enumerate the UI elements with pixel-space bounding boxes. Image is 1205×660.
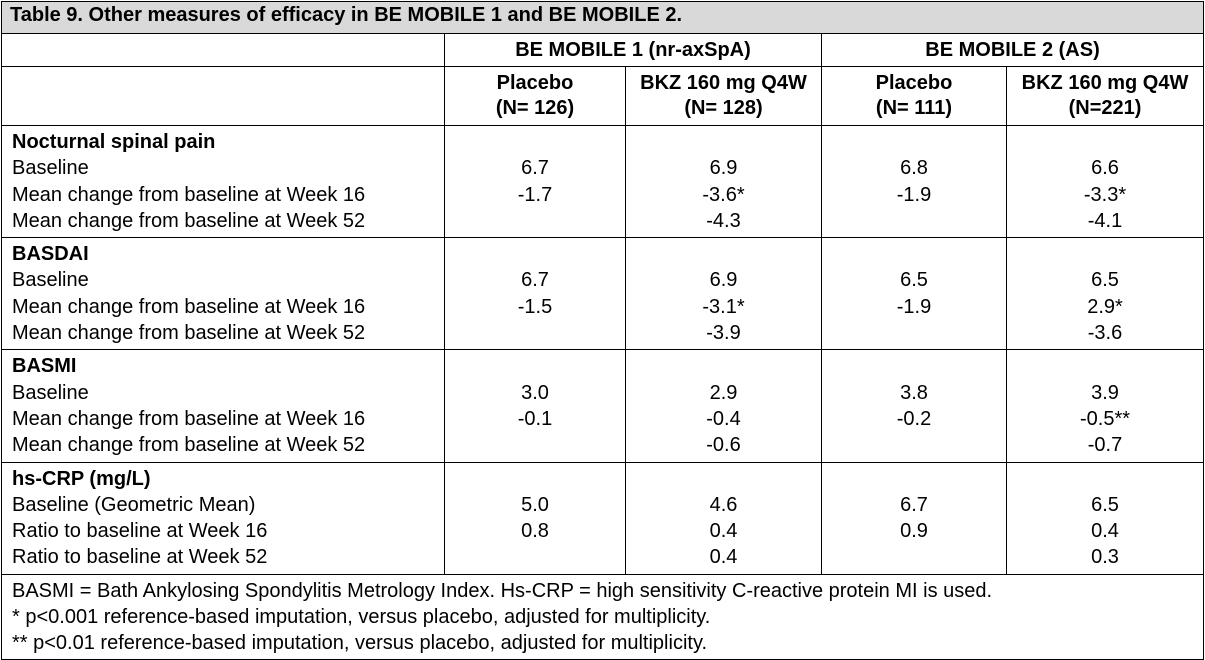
section-label-cell — [2, 238, 445, 350]
empty-header-cell — [2, 34, 445, 67]
value-column — [822, 350, 1007, 462]
value-cell: 6.8 — [900, 157, 928, 180]
value-cell: 3.0 — [521, 381, 549, 404]
value-cell — [445, 320, 625, 346]
row-label: Mean change from baseline at Week 52 — [12, 322, 366, 345]
value-cell: -1.7 — [517, 183, 553, 206]
value-cell: 3.8 — [900, 381, 928, 404]
value-cell: 6.7 — [900, 493, 928, 516]
footnote: ** p<0.01 reference-based imputation, versus placebo, adjusted for multiplicity. — [12, 632, 708, 655]
value-column — [626, 126, 822, 238]
value-cell: 2.9 — [709, 381, 738, 404]
value-cell: 0.3 — [1091, 546, 1119, 569]
value-cell: 6.9 — [709, 157, 738, 180]
group-header-row — [2, 34, 1204, 67]
row-label: Baseline (Geometric Mean) — [12, 493, 256, 516]
column-header: Placebo (N= 126) — [445, 67, 626, 126]
value-column — [1007, 238, 1204, 350]
section-header: Nocturnal spinal pain — [12, 131, 216, 153]
value-cell — [822, 432, 1006, 458]
value-cell — [445, 432, 625, 458]
value-column — [626, 238, 822, 350]
section-header: hs-CRP (mg/L) — [12, 467, 151, 490]
value-cell: -3.6* — [702, 183, 745, 206]
value-cell: 3.9 — [1091, 381, 1119, 404]
row-label: Mean change from baseline at Week 52 — [12, 209, 366, 232]
footnote: BASMI = Bath Ankylosing Spondylitis Metrology Index. Hs-CRP = high sensitivity C-reactive protein MI is used. — [12, 579, 993, 602]
column-header: Placebo (N= 111) — [822, 67, 1007, 126]
value-cell: 6.6 — [1091, 157, 1119, 180]
value-cell: 0.8 — [521, 520, 549, 543]
value-cell: 6.7 — [521, 269, 549, 292]
column-header: BKZ 160 mg Q4W (N=221) — [1007, 67, 1204, 126]
row-label: Ratio to baseline at Week 52 — [12, 546, 268, 569]
value-cell: 4.6 — [709, 493, 738, 516]
footnote-row — [2, 574, 1204, 659]
value-cell: -0.1 — [517, 407, 553, 430]
row-label: Mean change from baseline at Week 16 — [12, 407, 366, 430]
value-cell: -4.3 — [706, 209, 741, 232]
value-column — [626, 462, 822, 574]
value-cell: 0.4 — [709, 546, 738, 569]
value-cell: -1.5 — [517, 295, 553, 318]
row-label: Baseline — [12, 157, 89, 180]
footnote: * p<0.001 reference-based imputation, versus placebo, adjusted for multiplicity. — [12, 606, 711, 629]
section-label-cell — [2, 462, 445, 574]
value-cell: 5.0 — [521, 493, 549, 516]
group-header-be-mobile-2: BE MOBILE 2 (AS) — [822, 34, 1204, 67]
value-cell: 0.4 — [709, 520, 738, 543]
value-column — [445, 238, 626, 350]
value-cell: -3.3* — [1083, 183, 1127, 206]
value-cell — [822, 544, 1006, 570]
row-label: Mean change from baseline at Week 52 — [12, 434, 366, 457]
value-cell: -0.7 — [1087, 434, 1123, 457]
value-column — [822, 462, 1007, 574]
value-cell — [445, 208, 625, 234]
section-header: BASMI — [12, 355, 77, 378]
value-column — [445, 350, 626, 462]
value-cell: -3.6 — [1087, 322, 1123, 345]
value-cell: -4.1 — [1087, 209, 1123, 232]
value-cell: -0.4 — [706, 407, 741, 430]
value-cell: -1.9 — [896, 183, 932, 206]
value-cell: -3.9 — [706, 322, 741, 345]
value-column — [822, 238, 1007, 350]
group-header-be-mobile-1: BE MOBILE 1 (nr-axSpA) — [445, 34, 822, 67]
column-header: BKZ 160 mg Q4W (N= 128) — [626, 67, 822, 126]
section-header: BASDAI — [12, 243, 89, 266]
value-cell: -3.1* — [702, 295, 745, 318]
section-basmi — [2, 350, 1204, 462]
row-label: Baseline — [12, 381, 89, 404]
value-column — [1007, 462, 1204, 574]
value-column — [445, 126, 626, 238]
column-header-row — [2, 67, 1204, 126]
row-label: Mean change from baseline at Week 16 — [12, 183, 366, 206]
value-cell: 6.9 — [709, 269, 738, 292]
table-title: Table 9. Other measures of efficacy in BE MOBILE 1 and BE MOBILE 2. — [2, 2, 1204, 34]
value-cell: -0.2 — [896, 407, 932, 430]
footnotes — [2, 574, 1204, 659]
value-cell — [822, 320, 1006, 346]
value-cell: 6.7 — [521, 157, 549, 180]
value-cell: -1.9 — [896, 295, 932, 318]
value-column — [626, 350, 822, 462]
value-cell: -0.6 — [706, 434, 741, 457]
section-label-cell — [2, 126, 445, 238]
value-cell — [445, 544, 625, 570]
section-basdai — [2, 238, 1204, 350]
value-column — [445, 462, 626, 574]
value-column — [822, 126, 1007, 238]
value-cell: 6.5 — [900, 269, 928, 292]
value-cell: 0.4 — [1091, 520, 1119, 543]
row-label: Baseline — [12, 269, 89, 292]
row-label: Mean change from baseline at Week 16 — [12, 295, 366, 318]
title-row — [2, 2, 1204, 34]
value-column — [1007, 350, 1204, 462]
section-nocturnal-spinal-pain — [2, 126, 1204, 238]
row-label: Ratio to baseline at Week 16 — [12, 520, 268, 543]
section-hs-crp — [2, 462, 1204, 574]
efficacy-table — [1, 1, 1204, 660]
value-cell: 6.5 — [1091, 269, 1119, 292]
value-cell: 2.9* — [1087, 295, 1123, 318]
section-label-cell — [2, 350, 445, 462]
empty-header-cell — [2, 67, 445, 126]
value-column — [1007, 126, 1204, 238]
value-cell: 6.5 — [1091, 493, 1119, 516]
value-cell: -0.5** — [1079, 407, 1131, 430]
value-cell: 0.9 — [900, 520, 928, 543]
value-cell — [822, 208, 1006, 234]
